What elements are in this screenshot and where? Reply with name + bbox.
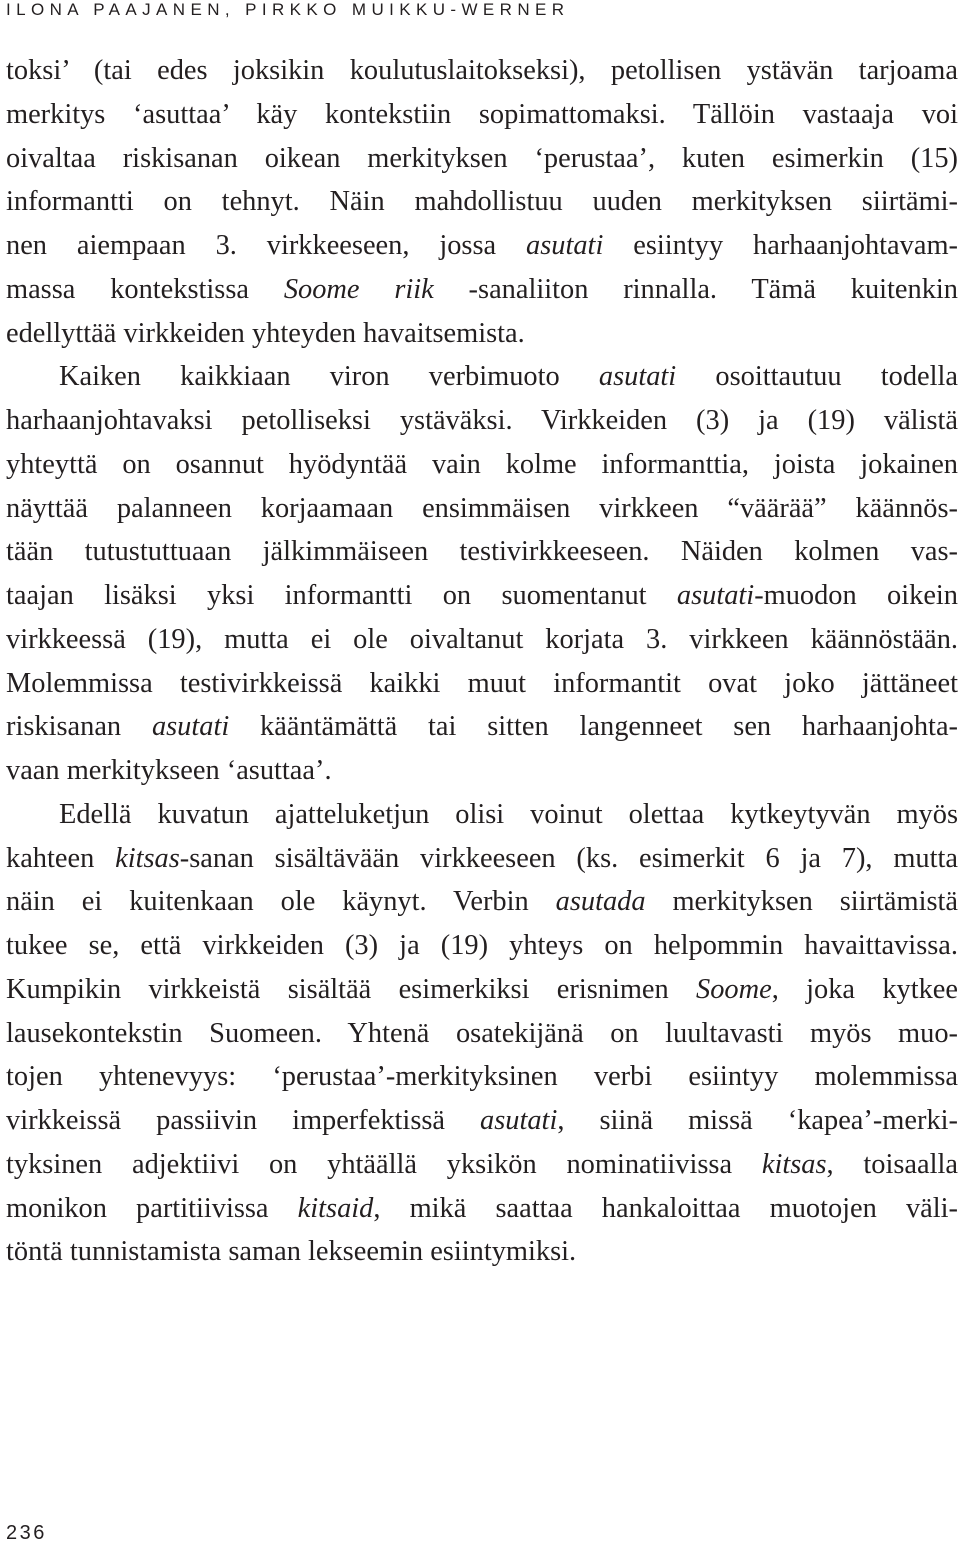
running-header: ILONA PAAJANEN, PIRKKO MUIKKU-WERNER [6,0,570,19]
text-segment: monikon partitiivissa [6,1192,298,1224]
italic-term: asutati [151,711,230,743]
text-segment: -sanan sisältävään virkkeeseen (ks. esimerkit 6 ja 7), mutta [179,842,958,874]
text-line [6,968,958,1012]
text-segment: töntä tunnistamista saman lekseemin esiintymiksi. [6,1236,577,1268]
text-segment: näin ei kuitenkaan ole käynyt. Verbin [6,886,556,918]
text-line [6,355,958,399]
text-line [6,137,958,181]
italic-term: kitsaid [297,1192,374,1224]
text-line [6,749,958,793]
text-line [6,93,958,137]
text-segment: virkkeissä passiivin imperfektissä [6,1105,481,1136]
text-segment: kääntämättä tai sitten langenneet sen harhaanjohta- [229,711,958,743]
text-line [6,180,958,224]
italic-term: asutati [480,1105,558,1136]
text-segment: -sanaliiton rinnalla. Tämä kuitenkin [433,273,959,305]
text-segment: , toisaalla [826,1148,958,1180]
text-line [6,618,958,662]
text-segment: näyttää palanneen korjaamaan ensimmäisen virkkeen “väärää” käännös- [6,492,958,524]
text-segment: -muodon oikein [754,580,958,611]
text-segment: harhaanjohtavaksi petolliseksi ystäväksi. Virkkeiden (3) ja (19) välistä [6,405,958,436]
text-line [6,837,958,881]
italic-term: kitsas [115,842,180,874]
text-line [6,1187,958,1231]
text-segment: , mikä saattaa hankaloittaa muotojen väli- [373,1192,958,1224]
text-line [6,924,958,968]
text-line [6,1230,958,1274]
text-line [6,399,958,443]
text-segment: tojen yhtenevyys: ‘perustaa’-merkityksinen verbi esiintyy molemmissa [6,1061,958,1093]
paragraph [6,355,958,793]
text-segment: yhteyttä on osannut hyödyntää vain kolme informanttia, joista jokainen [6,448,958,480]
text-line [6,224,958,268]
text-segment: Kumpikin virkkeistä sisältää esimerkiksi erisnimen [6,973,697,1005]
italic-term: asutada [555,886,646,918]
text-line [6,880,958,924]
text-line [6,1099,958,1143]
text-segment: tään tutustuttuaan jälkimmäiseen testivirkkeeseen. Näiden kolmen vas- [6,536,958,568]
text-segment: merkitys ‘asuttaa’ käy kontekstiin sopimattomaksi. Tällöin vastaaja voi [6,98,958,130]
italic-term: Soome [696,973,772,1005]
text-line [6,312,958,356]
text-segment: Edellä kuvatun ajatteluketjun olisi voinut olettaa kytkeytyvän myös [59,798,958,830]
text-line [6,1012,958,1056]
italic-term: asutati [676,580,755,611]
text-segment: edellyttää virkkeiden yhteyden havaitsemista. [6,317,525,349]
text-line [6,487,958,531]
paragraph [6,793,958,1274]
text-line [6,574,958,618]
text-line [6,1143,958,1187]
text-line [6,268,958,312]
text-line [6,530,958,574]
text-segment: informantti on tehnyt. Näin mahdollistuu uuden merkityksen siirtämi- [6,186,958,218]
text-segment: massa kontekstissa [6,273,284,305]
text-line [6,443,958,487]
text-segment: , siinä missä ‘kapea’-merki- [557,1105,958,1136]
text-segment: toksi’ (tai edes joksikin koulutuslaitokseksi), petollisen ystävän tarjoama [6,55,958,86]
text-segment: kahteen [6,842,116,874]
page-number: 236 [6,1522,47,1544]
italic-term: asutati [526,230,604,261]
text-segment: lausekontekstin Suomeen. Yhtenä osatekijänä on luultavasti myös muo- [6,1017,958,1049]
text-segment: osoittautuu todella [676,361,958,393]
text-line [6,793,958,837]
text-segment: riskisanan [6,711,152,743]
italic-term: Soome riik [283,273,434,305]
text-segment: taajan lisäksi yksi informantti on suomentanut [6,580,677,611]
text-segment: esiintyy harhaanjohtavam- [603,230,958,261]
italic-term: asutati [598,361,677,393]
text-line [6,662,958,706]
text-segment: tyksinen adjektiivi on yhtäällä yksikön nominatiivissa [6,1148,762,1180]
text-segment: nen aiempaan 3. virkkeeseen, jossa [6,230,527,261]
text-segment: Kaiken kaikkiaan viron verbimuoto [59,361,599,393]
text-segment: virkkeessä (19), mutta ei ole oivaltanut korjata 3. virkkeen käännöstään. [6,623,958,655]
italic-term: kitsas [761,1148,827,1180]
text-line [6,49,958,93]
text-segment: Molemmissa testivirkkeissä kaikki muut informantit ovat joko jättäneet [6,667,958,699]
text-line [6,1055,958,1099]
text-segment: , joka kytkee [771,973,958,1005]
text-segment: oivaltaa riskisanan oikean merkityksen ‘perustaa’, kuten esimerkin (15) [6,142,958,174]
text-segment: merkityksen siirtämistä [645,886,958,918]
body-text [6,49,958,1274]
text-line [6,705,958,749]
text-segment: tukee se, että virkkeiden (3) ja (19) yhteys on helpommin havaittavissa. [6,930,958,961]
paragraph [6,49,958,355]
text-segment: vaan merkitykseen ‘asuttaa’. [6,755,332,786]
